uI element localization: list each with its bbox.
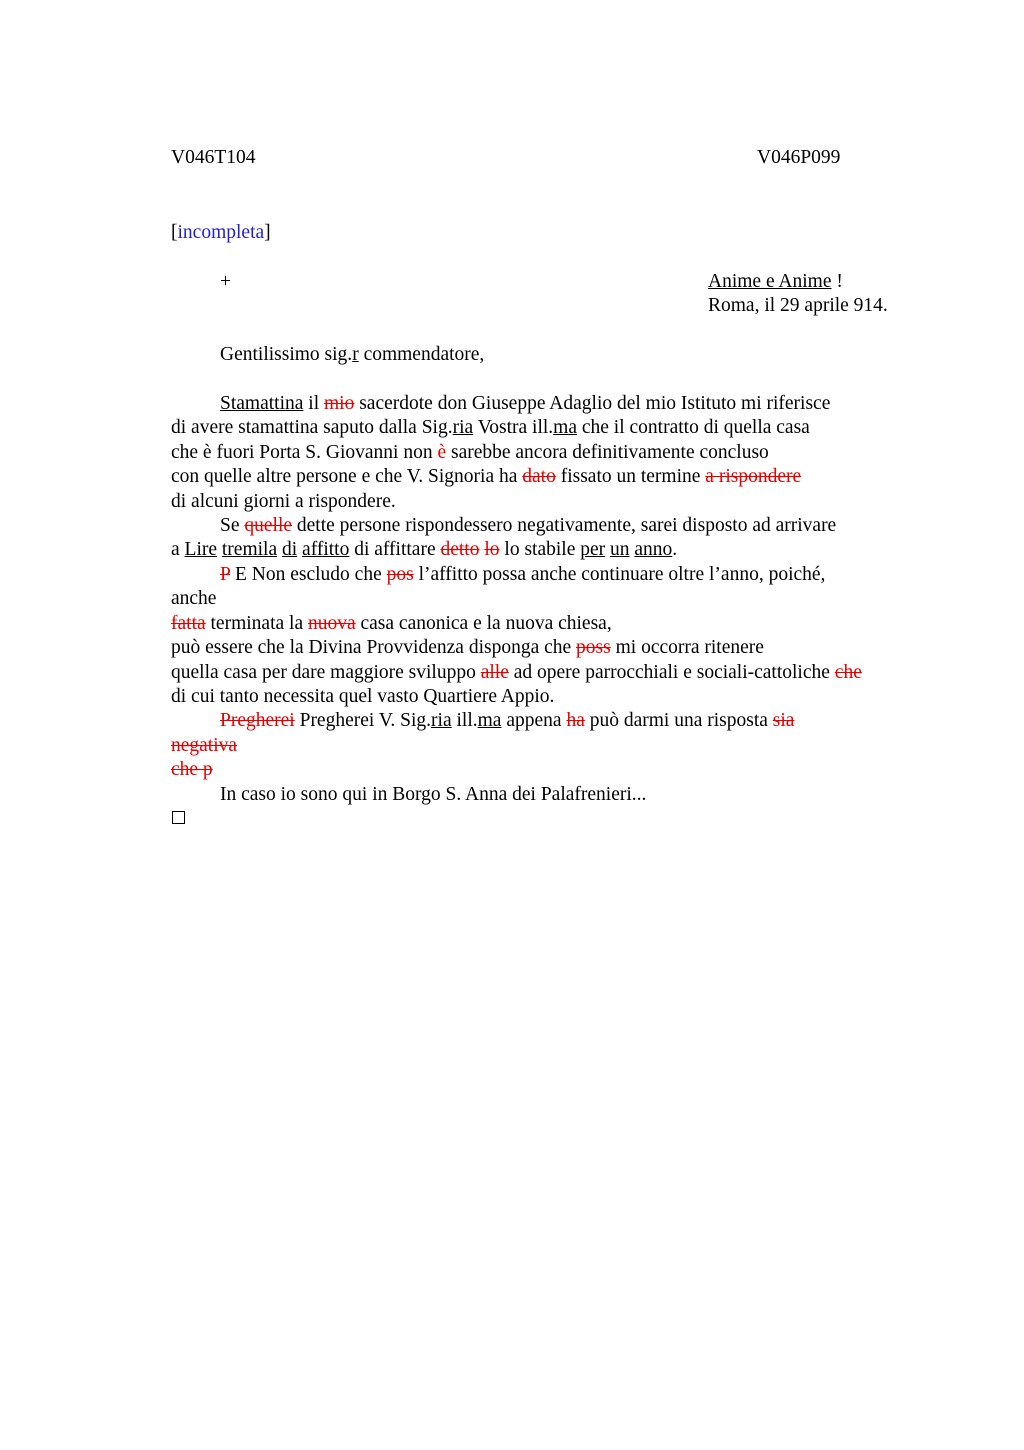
body-line bbox=[171, 441, 769, 465]
cross-symbol: + bbox=[220, 271, 231, 292]
corrected-text: è bbox=[437, 442, 447, 463]
text-run: mi occorra ritenere bbox=[610, 637, 764, 658]
deleted-text: che p bbox=[171, 759, 213, 780]
text-run: può darmi una risposta bbox=[584, 710, 773, 731]
status-label: incompleta bbox=[177, 222, 265, 243]
body-line bbox=[220, 563, 825, 587]
underlined-word: un bbox=[610, 539, 630, 560]
body-line bbox=[220, 392, 830, 416]
end-marker bbox=[172, 806, 185, 830]
place-date: Roma, il 29 aprile 914. bbox=[708, 295, 888, 316]
underlined-word: ma bbox=[553, 417, 577, 438]
underlined-word: per bbox=[580, 539, 606, 560]
underlined-word: ria bbox=[431, 710, 452, 731]
square-icon bbox=[172, 811, 185, 824]
deleted-text: dato bbox=[522, 466, 556, 487]
deleted-text: nuova bbox=[307, 613, 356, 634]
deleted-text: lo bbox=[484, 539, 500, 560]
text-run: lo stabile bbox=[499, 539, 581, 560]
text-run: a bbox=[171, 539, 185, 560]
deleted-text: Pregherei bbox=[220, 710, 295, 731]
body-line bbox=[171, 612, 612, 636]
document-code-left: V046T104 bbox=[171, 147, 256, 168]
text-run: Se bbox=[220, 515, 245, 536]
text-run: sarebbe ancora definitivamente concluso bbox=[446, 442, 769, 463]
text-run: di cui tanto necessita quel vasto Quartiere Appio. bbox=[171, 686, 555, 707]
text-run: E Non escludo che bbox=[230, 564, 387, 585]
document-code-right: V046P099 bbox=[757, 147, 841, 168]
deleted-text: che bbox=[834, 662, 862, 683]
body-line bbox=[171, 758, 213, 782]
text-run: Pregherei V. Sig. bbox=[294, 710, 432, 731]
text-run: dette persone rispondessero negativamente, sarei disposto ad arrivare bbox=[292, 515, 837, 536]
text-run: di alcuni giorni a rispondere. bbox=[171, 491, 396, 512]
body-line bbox=[220, 709, 794, 733]
text-run: con quelle altre persone e che V. Signoria ha bbox=[171, 466, 523, 487]
deleted-text: mio bbox=[324, 393, 355, 414]
deleted-text: a rispondere bbox=[705, 466, 802, 487]
underlined-word: anno bbox=[634, 539, 673, 560]
text-run: il bbox=[303, 393, 324, 414]
deleted-text: sia bbox=[772, 710, 795, 731]
body-line bbox=[171, 734, 237, 758]
deleted-text: quelle bbox=[244, 515, 293, 536]
text-run: Vostra ill. bbox=[473, 417, 554, 438]
body-line bbox=[220, 783, 646, 807]
underlined-word: Lire bbox=[184, 539, 218, 560]
motto: Anime e Anime ! bbox=[708, 271, 843, 292]
deleted-text: poss bbox=[576, 637, 611, 658]
text-run: casa canonica e la nuova chiesa, bbox=[355, 613, 612, 634]
underlined-word: ma bbox=[477, 710, 502, 731]
underlined-word: affitto bbox=[302, 539, 350, 560]
deleted-text: P bbox=[220, 564, 231, 585]
text-run: fissato un termine bbox=[555, 466, 706, 487]
deleted-text: ha bbox=[566, 710, 585, 731]
text-run: quella casa per dare maggiore sviluppo bbox=[171, 662, 481, 683]
body-line bbox=[171, 490, 396, 514]
deleted-text: detto bbox=[440, 539, 480, 560]
text-run: ill. bbox=[451, 710, 478, 731]
status-note: [incompleta] bbox=[171, 222, 271, 243]
body-line bbox=[171, 465, 801, 489]
deleted-text: pos bbox=[386, 564, 414, 585]
body-line bbox=[171, 416, 810, 440]
text-run: terminata la bbox=[205, 613, 308, 634]
deleted-text: negativa bbox=[171, 735, 238, 756]
body-line bbox=[220, 514, 836, 538]
underlined-word: Stamattina bbox=[220, 393, 304, 414]
deleted-text: alle bbox=[480, 662, 509, 683]
underlined-word: tremila bbox=[221, 539, 278, 560]
text-run: sacerdote don Giuseppe Adaglio del mio Istituto mi riferisce bbox=[354, 393, 831, 414]
underlined-word: ria bbox=[452, 417, 474, 438]
body-line bbox=[171, 661, 862, 685]
text-run: che il contratto di quella casa bbox=[577, 417, 810, 438]
text-run: . bbox=[672, 539, 678, 560]
text-run: anche bbox=[171, 588, 217, 609]
text-run: appena bbox=[501, 710, 567, 731]
text-run: di avere stamattina saputo dalla Sig. bbox=[171, 417, 453, 438]
body-line bbox=[171, 685, 554, 709]
text-run: ad opere parrocchiali e sociali-cattoliche bbox=[508, 662, 835, 683]
deleted-text: fatta bbox=[171, 613, 206, 634]
text-run: può essere che la Divina Provvidenza disponga che bbox=[171, 637, 577, 658]
text-run: di affittare bbox=[349, 539, 441, 560]
body-line bbox=[171, 587, 216, 611]
body-line bbox=[171, 538, 677, 562]
underlined-word: di bbox=[282, 539, 298, 560]
text-run: In caso io sono qui in Borgo S. Anna dei Palafrenieri... bbox=[220, 784, 647, 805]
salutation: Gentilissimo sig.r commendatore, bbox=[220, 344, 485, 365]
motto-text: Anime e Anime bbox=[708, 271, 832, 292]
text-run: che è fuori Porta S. Giovanni non bbox=[171, 442, 438, 463]
body-line bbox=[171, 636, 764, 660]
text-run: l’affitto possa anche continuare oltre l’anno, poiché, bbox=[413, 564, 826, 585]
